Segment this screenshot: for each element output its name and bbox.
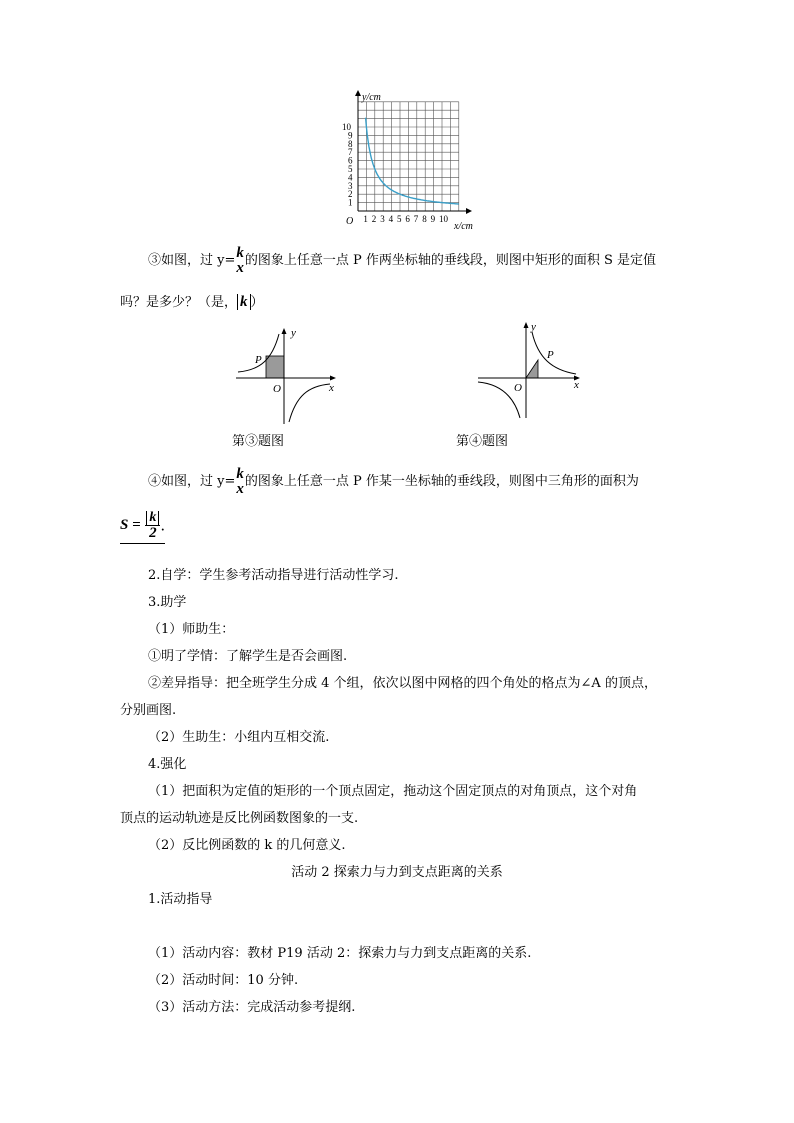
figure-3-rectangle-area: [232, 326, 344, 428]
y-tick-label: 6: [348, 155, 353, 166]
fraction-abs-k-over-2: $\frac{k}{2}$: [145, 510, 160, 541]
y-tick-label: 2: [348, 189, 353, 200]
x-tick-label: 3: [380, 214, 385, 224]
x-tick-label: 2: [371, 214, 377, 224]
reinforce-item2: （2）反比例函数的 k 的几何意义.: [148, 838, 346, 853]
origin-label: O: [346, 216, 354, 227]
y-tick-label: 5: [348, 164, 353, 174]
y-tick-label: 7: [348, 147, 353, 158]
abs-k: k: [237, 294, 251, 310]
help-study-heading: 3.助学: [148, 595, 187, 610]
svg-text:P: P: [547, 349, 554, 361]
paragraph-3-line2: 吗？是多少？（是， k ）: [120, 294, 264, 310]
x-tick-label: 6: [405, 214, 410, 224]
figure-3-caption: 第③题图: [232, 434, 285, 449]
shaded-rectangle: [266, 356, 284, 378]
area-formula: S = $\frac{k}{2}$ .: [120, 510, 165, 544]
paragraph-4: ④如图，过 y= k x 的图象上任意一点 P 作某一坐标轴的垂线段，则图中三角形的面积为: [148, 465, 639, 497]
activity-time-line: （2）活动时间：10 分钟.: [148, 973, 299, 988]
svg-text:x: x: [329, 382, 334, 394]
activity-content-line: （1）活动内容：教材 P19 活动 2：探索力与力到支点距离的关系.: [148, 946, 532, 961]
activity-guide-heading: 1.活动指导: [148, 892, 213, 907]
x-tick-label: 7: [413, 214, 419, 224]
x-tick-label: 9: [430, 214, 436, 224]
y-tick-label: 1: [348, 197, 353, 208]
svg-text:O: O: [273, 383, 281, 395]
y-tick-label: 9: [348, 130, 353, 141]
svg-text:y: y: [531, 321, 536, 333]
difference-guidance-line2: 分别画图.: [120, 703, 177, 718]
x-tick-label: 5: [397, 214, 402, 224]
figure-4-caption: 第④题图: [456, 434, 509, 449]
learn-situation-line: ①明了学情：了解学生是否会画图.: [148, 649, 348, 664]
svg-text:y: y: [291, 327, 296, 339]
activity-method-line: （3）活动方法：完成活动参考提纲.: [148, 1000, 356, 1015]
x-tick-label: 8: [422, 214, 427, 224]
activity-2-heading: 活动 2 探索力与力到支点距离的关系: [291, 865, 503, 880]
reinforce-heading: 4.强化: [148, 757, 187, 772]
difference-guidance-line: ②差异指导：把全班学生分成 4 个组，依次以图中网格的四个角处的格点为∠A 的顶点，: [148, 676, 657, 691]
inverse-proportion-grid-graph: [336, 88, 486, 233]
teacher-help-line: （1）师助生：: [148, 622, 235, 637]
fraction-k-over-x: k x: [236, 465, 244, 497]
svg-text:P: P: [255, 354, 262, 366]
y-tick-label: 3: [348, 180, 353, 191]
student-help-line: （2）生助生：小组内互相交流.: [148, 730, 330, 745]
svg-text:O: O: [514, 382, 522, 394]
reinforce-item1-line2: 顶点的运动轨迹是反比例函数图象的一支.: [120, 811, 359, 826]
reinforce-item1: （1）把面积为定值的矩形的一个顶点固定，拖动这个固定顶点的对角顶点，这个对角: [148, 784, 638, 799]
fraction-k-over-x: k x: [236, 244, 244, 276]
y-tick-label: 8: [348, 138, 353, 149]
y-tick-label: 10: [342, 122, 351, 132]
x-tick-label: 10: [439, 214, 448, 224]
shaded-triangle: [526, 360, 538, 378]
y-tick-label: 4: [348, 172, 353, 183]
paragraph-3: ③如图，过 y= k x 的图象上任意一点 P 作两坐标轴的垂线段，则图中矩形的面积 S 是定值: [148, 244, 657, 276]
x-tick-label: 4: [388, 214, 394, 224]
self-study-line: 2.自学：学生参考活动指导进行活动性学习.: [148, 568, 399, 583]
x-axis-label: x/cm: [454, 221, 473, 232]
figure-4-triangle-area: [474, 318, 586, 422]
x-tick-label: 1: [363, 214, 368, 224]
y-axis-label: y/cm: [362, 92, 381, 103]
svg-text:x: x: [574, 379, 579, 391]
